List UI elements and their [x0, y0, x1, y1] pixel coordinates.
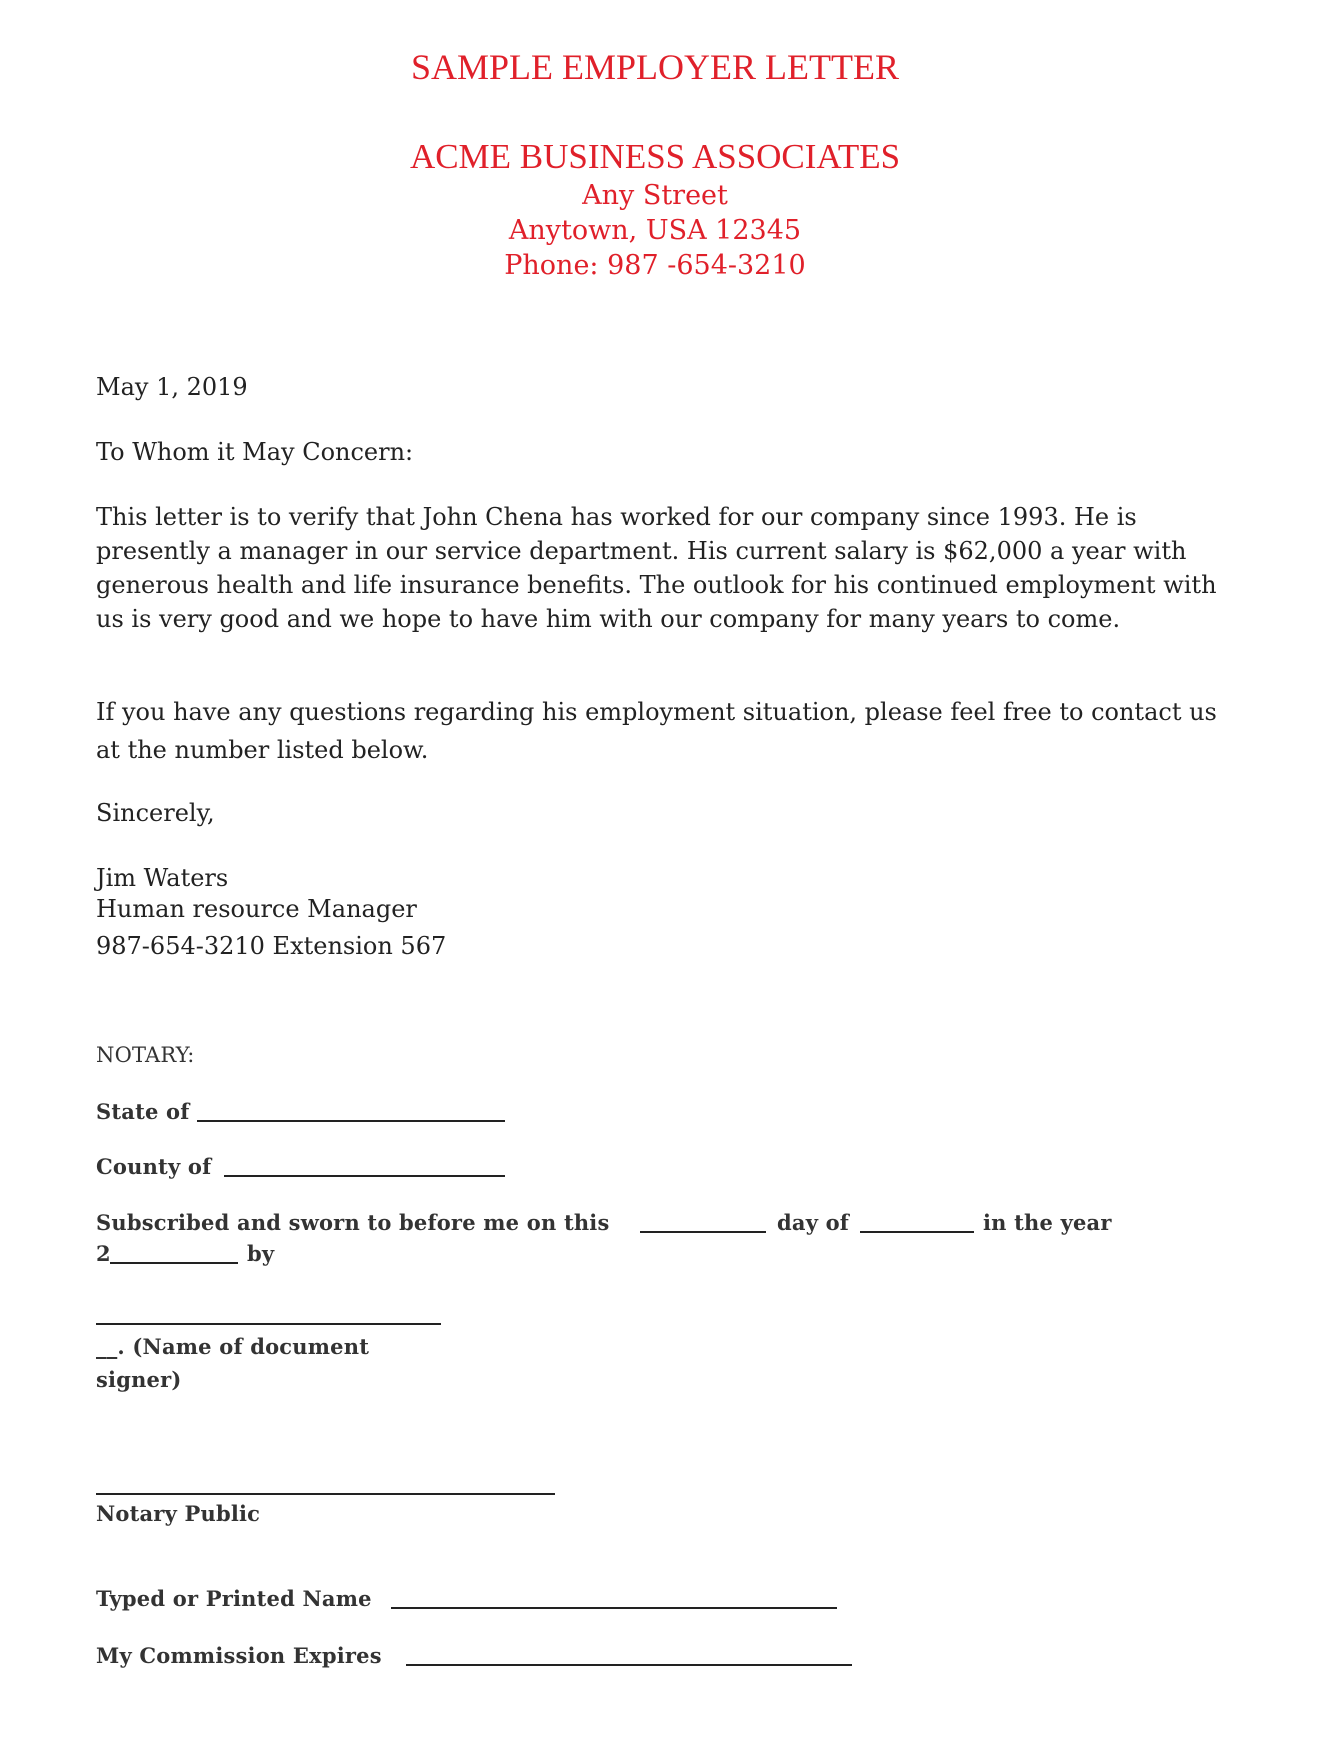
- in-the-year-label: in the year: [983, 1210, 1112, 1235]
- month-field-line[interactable]: [860, 1231, 974, 1233]
- commission-field-line[interactable]: [406, 1664, 852, 1666]
- notary-signature-line[interactable]: [96, 1493, 555, 1495]
- document-signer-label-cont: signer): [96, 1367, 182, 1392]
- typed-name-label: Typed or Printed Name: [96, 1586, 372, 1611]
- commission-expires-label: My Commission Expires: [96, 1643, 382, 1668]
- year-field-line[interactable]: [110, 1262, 238, 1264]
- letter-closing: Sincerely,: [96, 799, 215, 827]
- state-label: State of: [96, 1099, 190, 1124]
- letter-paragraph-1: This letter is to verify that John Chena has worked for our company since 1993. He is presently a manager in our service department. His current salary is $62,000 a year with generous health and life insurance benefits. The outlook for his continued employment with us is very good and we hope to have him with our company for many years to come.: [96, 503, 1217, 633]
- by-label: by: [247, 1241, 275, 1266]
- year-prefix: 2: [96, 1241, 111, 1266]
- company-phone: Phone: 987 -654-3210: [504, 250, 806, 281]
- typed-name-field-line[interactable]: [391, 1607, 837, 1609]
- company-city: Anytown, USA 12345: [508, 215, 802, 246]
- day-field-line[interactable]: [640, 1231, 766, 1233]
- letter-title: SAMPLE EMPLOYER LETTER: [410, 47, 899, 87]
- document-signer-label: __. (Name of document: [96, 1334, 370, 1359]
- letter-paragraph-2: If you have any questions regarding his employment situation, please feel free to contact us at the number listed below.: [96, 698, 1217, 764]
- notary-heading: NOTARY:: [96, 1043, 195, 1067]
- signer-name-field-line[interactable]: [96, 1323, 441, 1325]
- company-street: Any Street: [582, 180, 728, 211]
- signer-name: Jim Waters: [96, 864, 229, 892]
- signer-title: Human resource Manager: [96, 895, 417, 923]
- county-label: County of: [96, 1154, 212, 1179]
- signer-phone: 987-654-3210 Extension 567: [96, 932, 447, 960]
- company-name: ACME BUSINESS ASSOCIATES: [409, 137, 901, 176]
- day-of-label: day of: [777, 1210, 850, 1235]
- county-field-line[interactable]: [224, 1175, 505, 1177]
- state-field-line[interactable]: [197, 1120, 505, 1122]
- subscribed-text: Subscribed and sworn to before me on this: [96, 1210, 610, 1235]
- letter-date: May 1, 2019: [96, 373, 248, 401]
- notary-public-label: Notary Public: [96, 1501, 261, 1526]
- letter-salutation: To Whom it May Concern:: [96, 438, 414, 466]
